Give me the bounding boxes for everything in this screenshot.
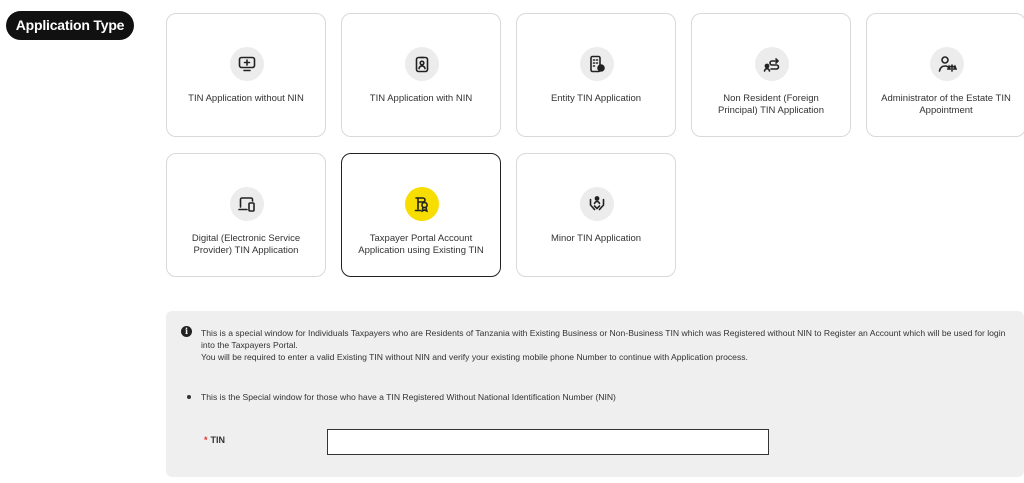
- card-non-resident-tin[interactable]: [691, 13, 851, 137]
- people-arrow-icon: [755, 47, 789, 81]
- card-taxpayer-portal-account[interactable]: [341, 153, 501, 277]
- tin-input[interactable]: [327, 429, 769, 455]
- section-title-application-type: Application Type: [6, 11, 134, 40]
- card-label: Administrator of the Estate TIN Appointment: [881, 93, 1011, 116]
- card-label: Taxpayer Portal Account Application using Existing TIN: [358, 233, 484, 256]
- card-label: Non Resident (Foreign Principal) TIN Application: [718, 93, 824, 116]
- laptop-phone-icon: [230, 187, 264, 221]
- card-digital-esp-tin[interactable]: [166, 153, 326, 277]
- card-administrator-estate[interactable]: [866, 13, 1024, 137]
- certificate-icon: [405, 187, 439, 221]
- tin-label-text: TIN: [210, 435, 226, 445]
- tin-field-label: [204, 435, 225, 445]
- bullet-text: This is the Special window for those who have a TIN Registered Without National Identification Number (NIN): [201, 392, 616, 402]
- building-document-icon: [580, 47, 614, 81]
- card-tin-with-nin[interactable]: [341, 13, 501, 137]
- info-message-line: You will be required to enter a valid Existing TIN without NIN and verify your existing mobile phone Number to continue with Application process.: [201, 352, 748, 362]
- bullet-dot: [187, 395, 191, 399]
- info-message-line: This is a special window for Individuals Taxpayers who are Residents of Tanzania with Existing Business or Non-Business TIN which was Registered without NIN to Register an Account which will be used for login into the Taxpayers Portal.: [201, 328, 1006, 350]
- id-badge-icon: [405, 47, 439, 81]
- required-marker: *: [204, 435, 208, 445]
- person-scale-icon: [930, 47, 964, 81]
- card-label: TIN Application without NIN: [188, 93, 304, 104]
- card-label: Entity TIN Application: [550, 93, 642, 104]
- card-label: Minor TIN Application: [550, 233, 642, 244]
- family-icon: [580, 187, 614, 221]
- monitor-plus-icon: [230, 47, 264, 81]
- card-label: TIN Application with NIN: [369, 93, 473, 104]
- card-tin-without-nin[interactable]: [166, 13, 326, 137]
- card-entity-tin[interactable]: [516, 13, 676, 137]
- info-message: [201, 327, 1016, 363]
- card-label: Digital (Electronic Service Provider) TIN Application: [191, 233, 301, 256]
- info-icon: i: [181, 326, 192, 337]
- info-panel: [166, 311, 1024, 477]
- card-minor-tin[interactable]: [516, 153, 676, 277]
